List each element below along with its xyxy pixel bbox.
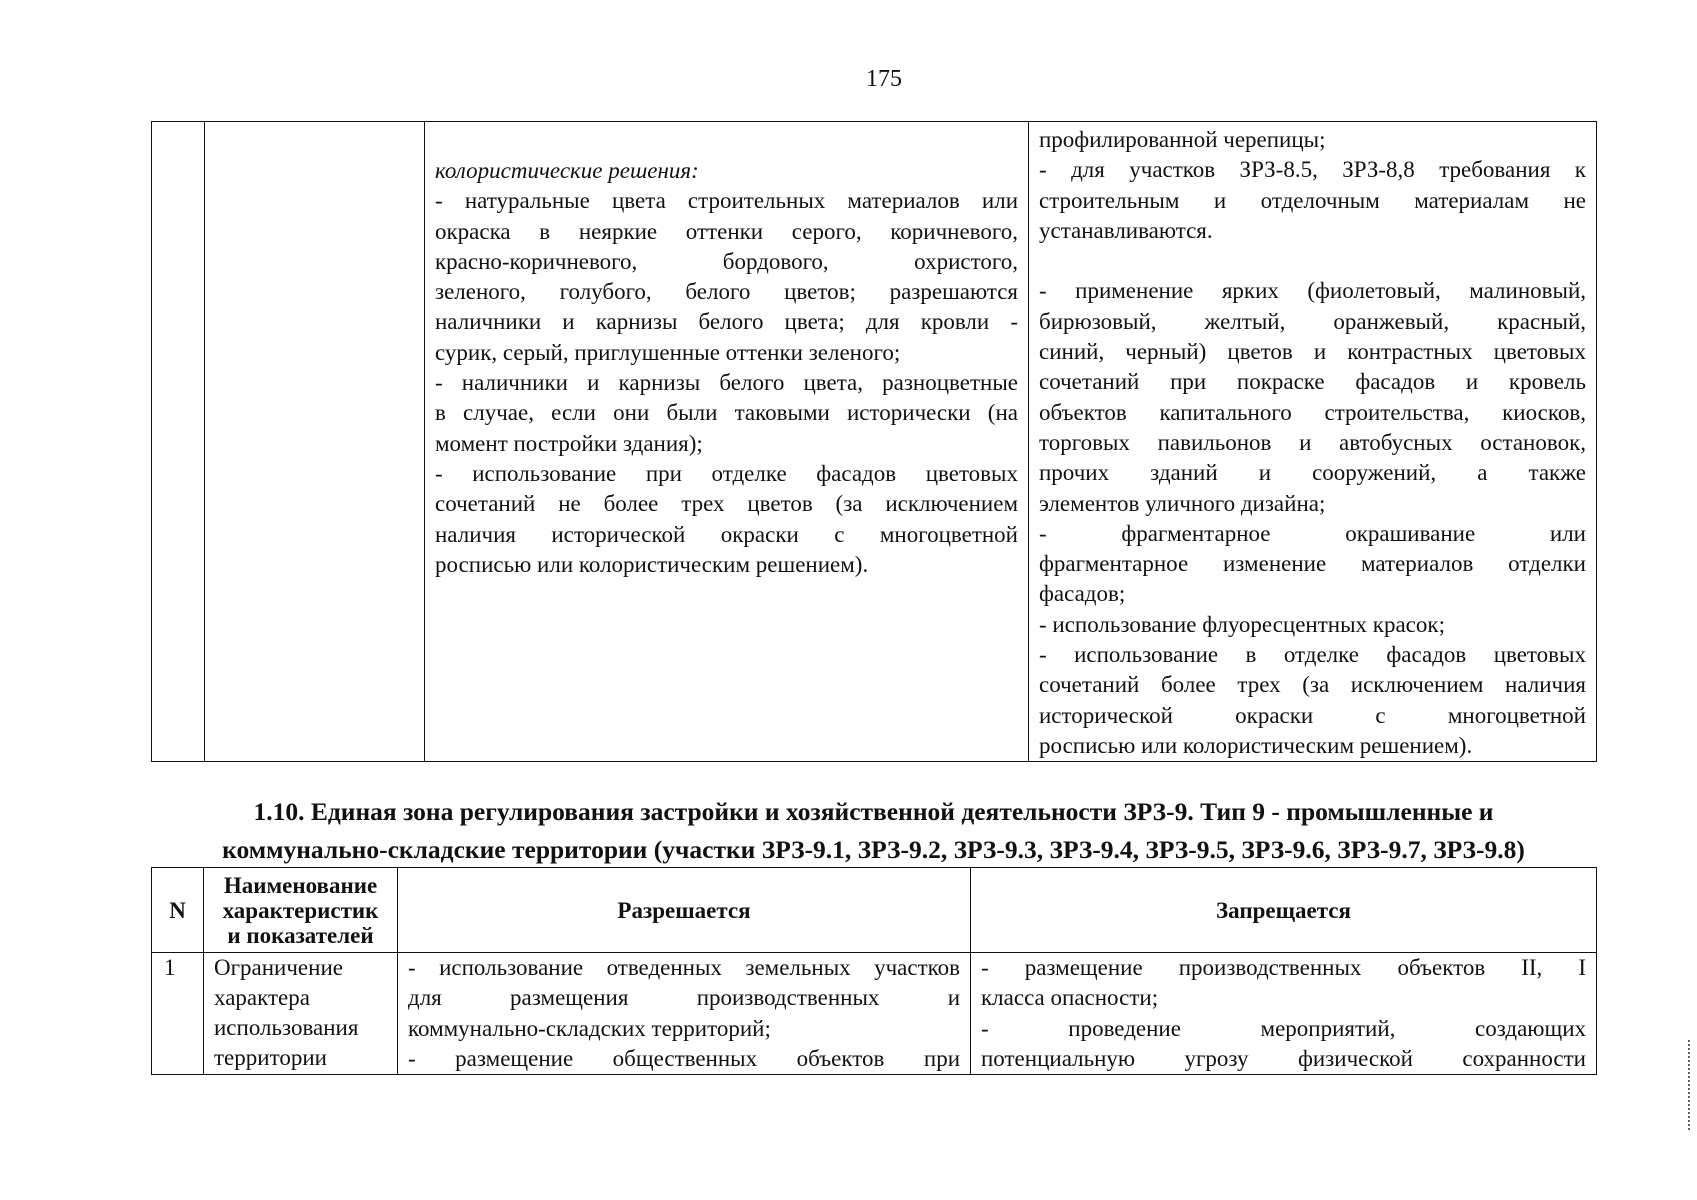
prohibited-line: профилированной черепицы; [1039,127,1326,152]
header-row [152,868,1597,953]
row-prohibited [971,953,1597,1075]
characteristic-line: территории [214,1045,327,1070]
allowed-line: росписью или колористическим решением). [435,551,869,577]
prohibited-line: - размещение производственных объектов II, I [981,955,1586,980]
prohibited-line: фрагментарное изменение материалов отделки [1039,551,1586,577]
number-cell [152,122,205,762]
allowed-line: красно-коричневого, бордового, охристого, [435,248,1018,274]
header-characteristic-line: характеристик [222,897,379,923]
row-prohibited-text [971,953,1596,1074]
scan-artifact [1688,1040,1693,1130]
prohibited-line: торговых павильонов и автобусных остановок, [1039,429,1586,455]
prohibited-line: строительным и отделочным материалам не [1039,187,1586,213]
prohibited-line: потенциальную угрозу физической сохранности [981,1045,1586,1071]
header-characteristic [204,868,398,953]
header-number: N [152,868,204,953]
prohibited-line: - использование в отделке фасадов цветовых [1039,642,1586,668]
page-number: 175 [866,66,902,92]
allowed-line: наличия исторической окраски с многоцветной [435,521,1018,547]
prohibited-line: объектов капитального строительства, киосков, [1039,399,1586,425]
allowed-line: в случае, если они были таковыми исторически (на [435,400,1018,426]
prohibited-line: фасадов; [1039,581,1126,607]
allowed-line: для размещения производственных и [408,985,960,1011]
characteristic-line: характера [214,985,310,1010]
prohibited-line: элементов уличного дизайна; [1039,490,1326,516]
header-characteristic-line: Наименование [223,872,378,898]
prohibited-line: - фрагментарное окрашивание или [1039,520,1586,546]
allowed-line: момент постройки здания); [435,430,703,456]
prohibited-text [1029,122,1596,761]
characteristic-cell [205,122,425,762]
allowed-line: - наличники и карнизы белого цвета, разноцветные [435,370,1018,396]
continuation-table [151,121,1597,762]
prohibited-line: - использование флуоресцентных красок; [1039,611,1445,637]
prohibited-line [1039,246,1586,276]
characteristic-line: Ограничение [214,955,343,980]
allowed-cell [425,122,1029,762]
allowed-line: наличники и карнизы белого цвета; для кровли - [435,309,1018,335]
allowed-line: сурик, серый, приглушенные оттенки зеленого; [435,339,901,365]
allowed-line: колористические решения: [435,158,699,183]
prohibited-line: исторической окраски с многоцветной [1039,702,1586,728]
allowed-line: зеленого, голубого, белого цветов; разрешаются [435,279,1018,305]
row-allowed-text [398,953,970,1074]
row-characteristic [204,953,398,1075]
prohibited-cell [1029,122,1597,762]
row-allowed [398,953,971,1075]
prohibited-line: - для участков ЗРЗ-8.5, ЗРЗ-8,8 требования к [1039,157,1586,183]
allowed-line: коммунально-складских территорий; [408,1015,771,1041]
allowed-line: - натуральные цвета строительных материалов или [435,188,1018,214]
allowed-line: - размещение общественных объектов при [408,1045,960,1071]
prohibited-line: - применение ярких (фиолетовый, малиновый, [1039,278,1586,304]
prohibited-line: - проведение мероприятий, создающих [981,1015,1586,1041]
allowed-line: сочетаний не более трех цветов (за исключением [435,491,1018,517]
prohibited-line: устанавливаются. [1039,217,1213,243]
header-prohibited: Запрещается [971,868,1597,953]
allowed-line: - использование при отделке фасадов цветовых [435,460,1018,486]
allowed-text [425,122,1028,580]
prohibited-line: прочих зданий и сооружений, а также [1039,460,1586,486]
header-characteristic-line: и показателей [227,922,374,948]
header-allowed: Разрешается [398,868,971,953]
prohibited-line: класса опасности; [981,985,1159,1011]
section-heading-line-2: коммунально-складские территории (участки ЗРЗ-9.1, ЗРЗ-9.2, ЗРЗ-9.3, ЗРЗ-9.4, ЗРЗ-9.5, ЗРЗ-9.6, ЗРЗ-9.7, ЗРЗ-9.8) [222,835,1525,864]
row-number: 1 [152,953,204,1075]
table-row [152,953,1597,1075]
allowed-line: - использование отведенных земельных участков [408,955,960,980]
section-heading-line-1: 1.10. Единая зона регулирования застройки и хозяйственной деятельности ЗРЗ-9. Тип 9 - промышленные и [253,797,1494,826]
prohibited-line: росписью или колористическим решением). [1039,732,1473,758]
characteristic-line: использования [214,1015,359,1040]
prohibited-line: сочетаний более трех (за исключением наличия [1039,672,1586,698]
allowed-line: окраска в неяркие оттенки серого, коричневого, [435,218,1018,244]
prohibited-line: бирюзовый, желтый, оранжевый, красный, [1039,308,1586,334]
prohibited-line: синий, черный) цветов и контрастных цветовых [1039,339,1586,365]
zone-regulation-table [151,867,1597,1075]
prohibited-line: сочетаний при покраске фасадов и кровель [1039,369,1586,395]
